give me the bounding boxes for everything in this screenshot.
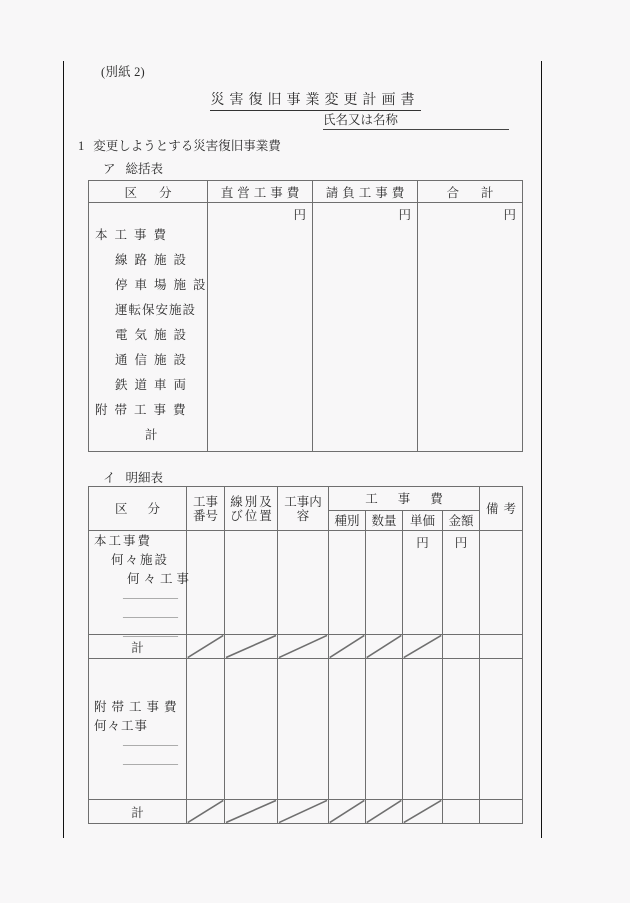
detail-block1-sum-naiyou — [278, 635, 329, 659]
detail-block2-row — [89, 659, 523, 800]
section-number: 1 — [78, 139, 85, 153]
detail-block2-sum-kouji-bangou — [187, 800, 225, 824]
detail-header-kouji-naiyou-line1: 工事内 — [284, 494, 322, 509]
detail-block1-dash-3: ————— — [123, 630, 178, 642]
subsection-b-title: 明細表 — [125, 471, 164, 485]
detail-header-bikou: 備考 — [480, 487, 523, 531]
detail-block1-line-shisetsu: 何々施設 — [111, 553, 170, 567]
detail-block1-line-kouji: 何々工事 — [127, 572, 194, 586]
detail-block1-row — [89, 531, 523, 635]
detail-header-kouji-naiyou-line2: 容 — [296, 508, 310, 523]
diagonal-strike-icon — [225, 800, 277, 823]
detail-block2-dash-1: ————— — [123, 739, 178, 751]
detail-block1-sum-kingaku[interactable] — [443, 635, 480, 659]
detail-block1-shubetsu-cell[interactable] — [329, 531, 366, 635]
diagonal-strike-icon — [403, 800, 442, 823]
detail-block2-sum-bikou[interactable] — [480, 800, 523, 824]
detail-header-senbetsu-line2: び位置 — [230, 508, 274, 523]
detail-block1-senbetsu-cell[interactable] — [225, 531, 278, 635]
detail-unit-kingaku: 円 — [454, 536, 468, 550]
page-margin-rule-left — [63, 61, 64, 838]
detail-block1-sum-senbetsu — [225, 635, 278, 659]
detail-block1-sum-label: 計 — [89, 635, 187, 659]
detail-header-kouji-hi: 工事費 — [329, 487, 480, 511]
summary-cell-kubun-labels — [89, 203, 213, 452]
detail-block2-sum-kingaku[interactable] — [443, 800, 480, 824]
summary-label-honkouji: 本工事費 — [95, 228, 174, 242]
detail-block1-suryou-cell[interactable] — [366, 531, 403, 635]
summary-unit-goukei: 円 — [503, 208, 516, 222]
detail-block2-kubun-cell — [89, 659, 187, 800]
detail-header-shubetsu: 種別 — [329, 511, 366, 531]
diagonal-strike-icon — [366, 800, 402, 823]
subsection-a-marker: ア — [103, 162, 116, 176]
detail-block2-naiyou-cell[interactable] — [278, 659, 329, 800]
diagonal-strike-icon — [225, 635, 277, 658]
detail-block1-sum-suryou — [366, 635, 403, 659]
summary-header-ukeoi: 請負工事費 — [313, 181, 418, 203]
detail-block1-label-list — [89, 532, 194, 646]
detail-block1-sum-bikou[interactable] — [480, 635, 523, 659]
summary-unit-chokuei: 円 — [293, 208, 306, 222]
document-title — [0, 89, 630, 109]
summary-label-spacer — [89, 205, 207, 223]
detail-block2-sum-senbetsu — [225, 800, 278, 824]
detail-block2-shubetsu-cell[interactable] — [329, 659, 366, 800]
detail-block2-spacer — [89, 660, 186, 698]
subsection-a-title: 総括表 — [125, 162, 164, 176]
detail-header-kingaku: 金額 — [443, 511, 480, 531]
subsection-a-heading — [103, 159, 163, 177]
detail-block1-kingaku-cell[interactable] — [443, 531, 480, 635]
summary-cell-ukeoi[interactable] — [313, 203, 418, 452]
summary-cell-chokuei[interactable] — [208, 203, 313, 452]
detail-block2-suryou-cell[interactable] — [366, 659, 403, 800]
summary-label-untenhoan: 運転保安施設 — [115, 303, 197, 317]
detail-block2-sum-suryou — [366, 800, 403, 824]
detail-block2-sum-shubetsu — [329, 800, 366, 824]
summary-label-tetsudo: 鉄道車両 — [115, 378, 194, 392]
detail-header-senbetsu-ichi — [225, 487, 278, 531]
detail-block2-sum-row — [89, 800, 523, 824]
detail-block1-sum-shubetsu — [329, 635, 366, 659]
section-heading — [78, 136, 281, 154]
attachment-label: (別紙 2) — [101, 65, 145, 79]
detail-block2-kingaku-cell[interactable] — [443, 659, 480, 800]
detail-unit-tanka: 円 — [416, 536, 429, 550]
detail-block1-sum-kouji-bangou — [187, 635, 225, 659]
summary-label-senro: 線路施設 — [115, 253, 194, 267]
diagonal-strike-icon — [329, 800, 365, 823]
diagonal-strike-icon — [366, 635, 402, 658]
detail-block2-line-futai: 附帯工事費 — [94, 700, 182, 714]
detail-block2-dash-2: ————— — [123, 758, 178, 770]
detail-block2-sum-label: 計 — [89, 800, 187, 824]
detail-table — [88, 486, 523, 824]
detail-block2-kouji-bangou-cell[interactable] — [187, 659, 225, 800]
diagonal-strike-icon — [187, 635, 224, 658]
subsection-b-heading — [103, 468, 163, 486]
summary-label-denki: 電気施設 — [115, 328, 194, 342]
detail-header-kouji-bangou-line2: 番号 — [192, 508, 218, 523]
diagonal-strike-icon — [278, 800, 328, 823]
detail-block1-kubun-cell — [89, 531, 194, 642]
detail-header-kubun: 区分 — [89, 487, 187, 531]
name-field-label: 氏名又は名称 — [323, 113, 509, 130]
detail-block2-sum-tanka — [403, 800, 443, 824]
detail-block1-line-honkouji: 本工事費 — [94, 534, 153, 548]
diagonal-strike-icon — [187, 800, 224, 823]
detail-block2-label-list — [89, 660, 186, 774]
detail-header-suryou: 数量 — [366, 511, 403, 531]
detail-block1-sum-row — [89, 635, 523, 659]
detail-block2-senbetsu-cell[interactable] — [225, 659, 278, 800]
detail-header-kouji-naiyou — [278, 487, 329, 531]
summary-label-teisha: 停車場施設 — [115, 278, 213, 292]
summary-table — [88, 180, 523, 452]
subsection-b-marker: イ — [103, 471, 116, 485]
detail-block1-dash-1: ————— — [123, 592, 178, 604]
summary-table-body-row — [89, 203, 523, 452]
summary-table-header-row — [89, 181, 523, 203]
detail-block1-kouji-bangou-cell[interactable] — [187, 531, 225, 635]
summary-cell-goukei[interactable] — [418, 203, 523, 452]
detail-block1-dash-2: ————— — [123, 611, 178, 623]
detail-header-kouji-bangou — [187, 487, 225, 531]
summary-label-total: 計 — [145, 428, 159, 442]
document-title-text: 災害復旧事業変更計画書 — [210, 93, 421, 111]
summary-header-goukei: 合計 — [418, 181, 523, 203]
section-title: 変更しようとする災害復旧事業費 — [93, 139, 281, 153]
detail-header-tanka: 単価 — [403, 511, 443, 531]
detail-header-senbetsu-line1: 線別及 — [230, 494, 274, 509]
summary-header-chokuei: 直営工事費 — [208, 181, 313, 203]
detail-header-kouji-bangou-line1: 工事 — [192, 494, 218, 509]
diagonal-strike-icon — [403, 635, 442, 658]
summary-header-kubun: 区分 — [89, 181, 208, 203]
diagonal-strike-icon — [329, 635, 365, 658]
detail-block2-bikou-cell[interactable] — [480, 659, 523, 800]
detail-block1-sum-tanka — [403, 635, 443, 659]
detail-block1-naiyou-cell[interactable] — [278, 531, 329, 635]
diagonal-strike-icon — [278, 635, 328, 658]
detail-block1-bikou-cell[interactable] — [480, 531, 523, 635]
summary-unit-ukeoi: 円 — [398, 208, 411, 222]
page-margin-rule-right — [541, 61, 542, 838]
detail-block2-tanka-cell[interactable] — [403, 659, 443, 800]
summary-label-futai: 附帯工事費 — [95, 403, 193, 417]
detail-block2-sum-naiyou — [278, 800, 329, 824]
summary-label-tsushin: 通信施設 — [115, 353, 194, 367]
detail-block2-line-kouji: 何々工事 — [94, 719, 149, 733]
detail-header-row-top — [89, 487, 523, 511]
summary-row-label-list — [89, 205, 213, 448]
detail-block1-tanka-cell[interactable] — [403, 531, 443, 635]
